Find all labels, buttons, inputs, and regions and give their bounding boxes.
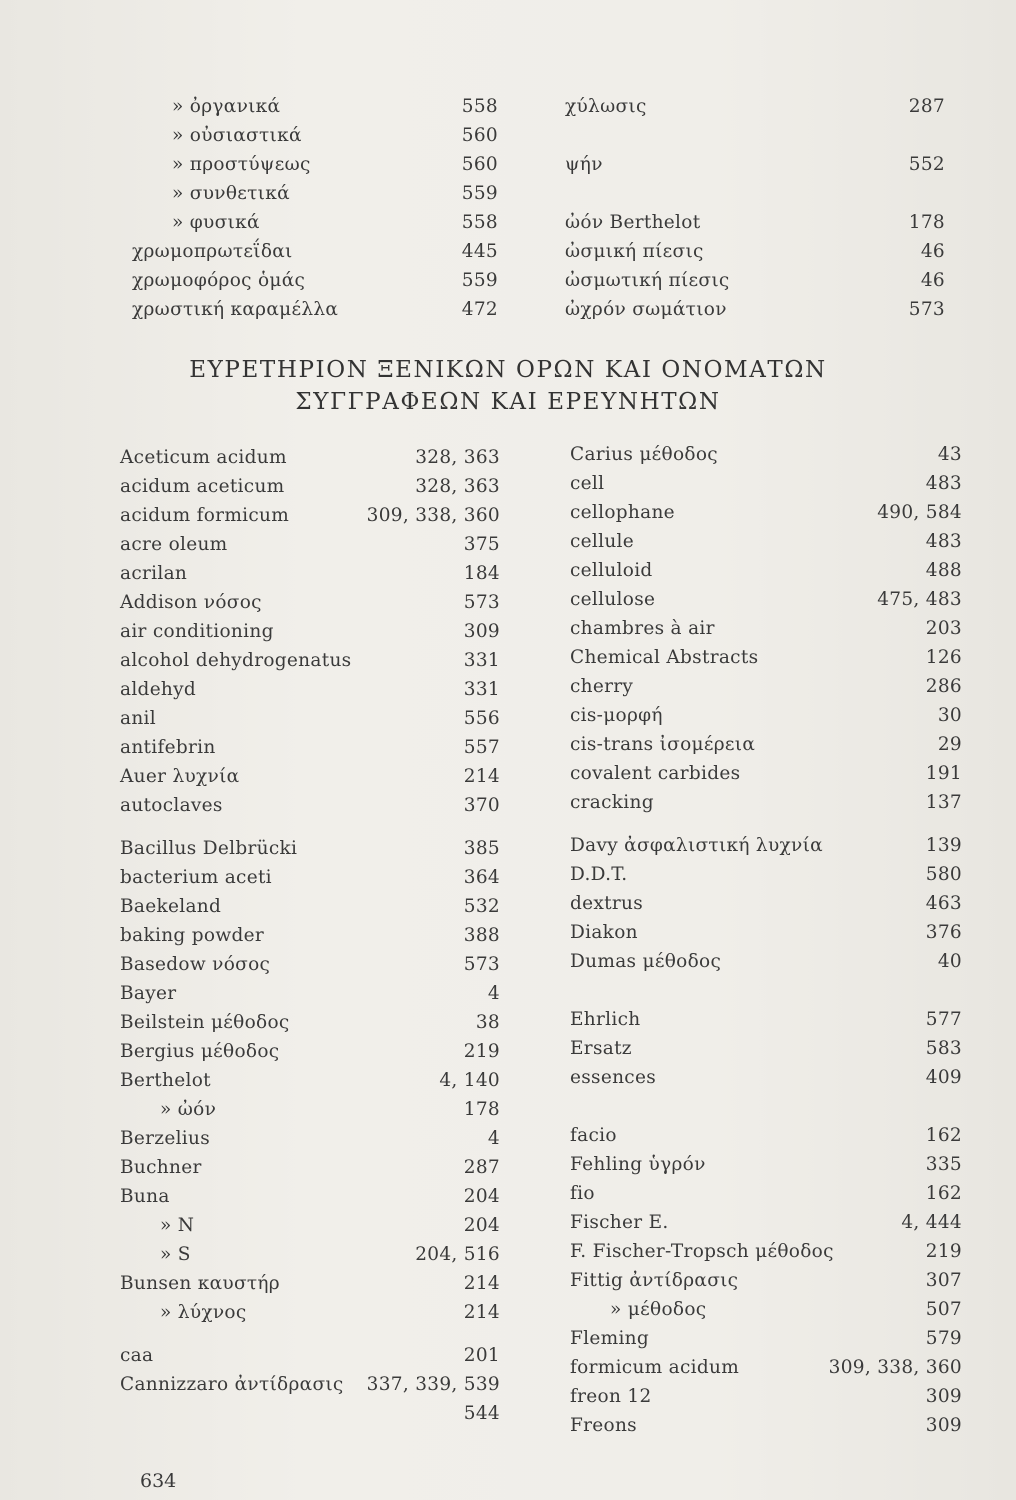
entry-page-ref: 214	[463, 766, 500, 787]
index-entry	[570, 527, 962, 556]
entry-page-ref: 557	[463, 737, 500, 758]
index-entry	[570, 672, 962, 701]
entry-page-ref: 559	[461, 270, 498, 291]
top-right-column	[565, 92, 945, 324]
index-entry	[120, 950, 500, 979]
entry-page-ref: 30	[937, 705, 962, 726]
entry-page-ref: 137	[925, 792, 962, 813]
entry-page-ref: 184	[463, 563, 500, 584]
entry-term: » προστύψεως	[172, 154, 311, 175]
index-entry	[570, 440, 962, 469]
index-entry	[565, 92, 945, 121]
entry-term: alcohol dehydrogenatus	[120, 650, 352, 671]
entry-page-ref: 335	[925, 1154, 962, 1175]
index-heading-line-2: ΣΥΓΓΡΑΦΕΩΝ ΚΑΙ ΕΡΕΥΝΗΤΩΝ	[295, 389, 721, 415]
entry-page-ref: 287	[908, 96, 945, 117]
entry-page-ref: 4, 444	[901, 1212, 962, 1233]
entry-page-ref: 573	[908, 299, 945, 320]
entry-page-ref: 309	[925, 1415, 962, 1436]
entry-page-ref: 488	[925, 560, 962, 581]
entry-term: Berzelius	[120, 1128, 211, 1149]
section-gap	[570, 817, 962, 831]
entry-term: baking powder	[120, 925, 264, 946]
entry-term: Fischer E.	[570, 1212, 669, 1233]
entry-page-ref: 178	[908, 212, 945, 233]
entry-term: Auer λυχνία	[120, 766, 240, 787]
entry-page-ref: 214	[463, 1302, 500, 1323]
entry-page-ref: 38	[475, 1012, 500, 1033]
index-entry	[570, 860, 962, 889]
index-entry	[120, 1211, 500, 1240]
index-entry	[120, 762, 500, 791]
index-entry	[120, 559, 500, 588]
entry-term: bacterium aceti	[120, 867, 272, 888]
entry-page-ref: 191	[925, 763, 962, 784]
entry-page-ref: 204, 516	[415, 1244, 500, 1265]
index-entry	[120, 1153, 500, 1182]
entry-page-ref: 309, 338, 360	[828, 1357, 962, 1378]
entry-term: χρωμοπρωτεΐδαι	[132, 241, 293, 262]
entry-page-ref: 580	[925, 864, 962, 885]
index-entry	[570, 498, 962, 527]
entry-term: Chemical Abstracts	[570, 647, 759, 668]
index-entry	[120, 501, 500, 530]
entry-term: » λύχνος	[160, 1302, 247, 1323]
entry-page-ref: 472	[461, 299, 498, 320]
entry-page-ref: 40	[937, 951, 962, 972]
index-entry	[120, 588, 500, 617]
entry-term: Addison νόσος	[120, 592, 262, 613]
entry-term: acre oleum	[120, 534, 228, 555]
entry-page-ref: 46	[920, 270, 945, 291]
entry-page-ref: 201	[463, 1345, 500, 1366]
entry-page-ref: 309	[463, 621, 500, 642]
index-entry	[570, 889, 962, 918]
entry-page-ref: 364	[463, 867, 500, 888]
index-entry	[570, 1150, 962, 1179]
index-entry	[570, 1237, 962, 1266]
index-entry	[570, 1063, 962, 1092]
entry-term: Fittig ἀντίδρασις	[570, 1270, 739, 1291]
entry-page-ref: 560	[461, 125, 498, 146]
index-entry	[120, 1298, 500, 1327]
index-entry	[120, 1341, 500, 1370]
index-entry	[132, 237, 498, 266]
index-entry	[120, 1008, 500, 1037]
entry-page-ref: 552	[908, 154, 945, 175]
entry-page-ref: 375	[463, 534, 500, 555]
entry-page-ref: 573	[463, 592, 500, 613]
entry-term: acidum aceticum	[120, 476, 285, 497]
entry-page-ref: 4	[487, 1128, 500, 1149]
entry-term: essences	[570, 1067, 657, 1088]
index-entry	[565, 295, 945, 324]
entry-page-ref: 331	[463, 679, 500, 700]
entry-term: cherry	[570, 676, 634, 697]
entry-term: ὠχρόν σωμάτιον	[565, 299, 727, 320]
entry-page-ref: 556	[463, 708, 500, 729]
index-entry	[120, 1399, 500, 1428]
index-entry	[120, 1037, 500, 1066]
entry-page-ref: 328, 363	[415, 447, 500, 468]
index-entry	[120, 617, 500, 646]
entry-term: acrilan	[120, 563, 188, 584]
index-entry	[120, 1066, 500, 1095]
index-entry	[120, 1269, 500, 1298]
entry-term: » N	[160, 1215, 195, 1236]
entry-term: chambres à air	[570, 618, 715, 639]
entry-page-ref: 29	[937, 734, 962, 755]
index-entry	[120, 791, 500, 820]
index-entry	[120, 921, 500, 950]
entry-term: facio	[570, 1125, 617, 1146]
entry-page-ref: 544	[463, 1403, 500, 1424]
index-entry	[120, 646, 500, 675]
entry-page-ref: 162	[925, 1125, 962, 1146]
index-entry	[120, 443, 500, 472]
index-entry	[120, 1095, 500, 1124]
entry-term: Dumas μέθοδος	[570, 951, 722, 972]
index-entry	[570, 1411, 962, 1440]
entry-term: Basedow νόσος	[120, 954, 271, 975]
index-entry	[132, 179, 498, 208]
entry-term: aldehyd	[120, 679, 197, 700]
entry-term: Davy ἀσφαλιστική λυχνία	[570, 835, 823, 856]
entry-term: » οὐσιαστικά	[172, 125, 302, 146]
index-entry	[120, 1182, 500, 1211]
entry-page-ref: 4, 140	[439, 1070, 500, 1091]
index-entry	[570, 469, 962, 498]
index-entry	[570, 1179, 962, 1208]
section-gap	[120, 1327, 500, 1341]
index-entry	[120, 733, 500, 762]
entry-page-ref: 337, 339, 539	[366, 1374, 500, 1395]
entry-term: χρωμοφόρος ὁμάς	[132, 270, 306, 291]
entry-page-ref: 307	[925, 1270, 962, 1291]
entry-page-ref: 490, 584	[877, 502, 962, 523]
index-entry	[132, 150, 498, 179]
index-entry	[120, 863, 500, 892]
entry-page-ref: 178	[463, 1099, 500, 1120]
entry-term: fio	[570, 1183, 595, 1204]
entry-page-ref: 560	[461, 154, 498, 175]
index-entry	[565, 121, 945, 150]
index-entry	[570, 1324, 962, 1353]
entry-page-ref: 203	[925, 618, 962, 639]
entry-page-ref: 126	[925, 647, 962, 668]
entry-term: anil	[120, 708, 156, 729]
index-entry	[120, 472, 500, 501]
index-right-column	[570, 440, 962, 1440]
index-entry	[570, 585, 962, 614]
entry-term: cellophane	[570, 502, 675, 523]
top-left-column	[132, 92, 498, 324]
index-entry	[570, 947, 962, 976]
entry-page-ref: 219	[463, 1041, 500, 1062]
page-number: 634	[140, 1470, 177, 1492]
entry-page-ref: 463	[925, 893, 962, 914]
index-entry	[132, 295, 498, 324]
entry-term: D.D.T.	[570, 864, 628, 885]
entry-term: Ehrlich	[570, 1009, 641, 1030]
entry-page-ref: 328, 363	[415, 476, 500, 497]
entry-page-ref: 385	[463, 838, 500, 859]
entry-page-ref: 376	[925, 922, 962, 943]
index-entry	[570, 1266, 962, 1295]
entry-term: χύλωσις	[565, 96, 647, 117]
entry-term: caa	[120, 1345, 154, 1366]
entry-term: Carius μέθοδος	[570, 444, 718, 465]
entry-term: Cannizzaro ἀντίδρασις	[120, 1374, 344, 1395]
entry-page-ref: 579	[925, 1328, 962, 1349]
index-entry	[570, 831, 962, 860]
index-entry	[120, 1240, 500, 1269]
entry-page-ref: 409	[925, 1067, 962, 1088]
entry-term: Fehling ὑγρόν	[570, 1154, 706, 1175]
entry-term: Aceticum acidum	[120, 447, 287, 468]
index-entry	[132, 208, 498, 237]
entry-term: F. Fischer-Tropsch μέθοδος	[570, 1241, 834, 1262]
entry-page-ref: 532	[463, 896, 500, 917]
index-entry	[570, 1121, 962, 1150]
entry-term: » S	[160, 1244, 191, 1265]
entry-term: freon 12	[570, 1386, 652, 1407]
entry-page-ref: 445	[461, 241, 498, 262]
entry-term: antifebrin	[120, 737, 216, 758]
entry-term: celluloid	[570, 560, 653, 581]
entry-term: Buna	[120, 1186, 170, 1207]
index-entry	[120, 530, 500, 559]
entry-page-ref: 558	[461, 96, 498, 117]
index-entry	[132, 121, 498, 150]
index-entry	[570, 1034, 962, 1063]
index-entry	[565, 150, 945, 179]
entry-term: ὠσμωτική πίεσις	[565, 270, 730, 291]
index-entry	[132, 92, 498, 121]
entry-term: » ὀργανικά	[172, 96, 281, 117]
entry-page-ref: 507	[925, 1299, 962, 1320]
entry-term: Bunsen καυστήρ	[120, 1273, 280, 1294]
entry-page-ref: 577	[925, 1009, 962, 1030]
entry-term: Buchner	[120, 1157, 202, 1178]
entry-term: » φυσικά	[172, 212, 260, 233]
entry-term: acidum formicum	[120, 505, 290, 526]
entry-page-ref: 286	[925, 676, 962, 697]
entry-term: ψήν	[565, 154, 603, 175]
section-gap	[120, 820, 500, 834]
entry-page-ref: 331	[463, 650, 500, 671]
index-heading-line-1: ΕΥΡΕΤΗΡΙΟΝ ΞΕΝΙΚΩΝ ΟΡΩΝ ΚΑΙ ΟΝΟΜΑΤΩΝ	[189, 357, 827, 383]
entry-term: air conditioning	[120, 621, 274, 642]
entry-page-ref: 162	[925, 1183, 962, 1204]
entry-page-ref: 573	[463, 954, 500, 975]
entry-page-ref: 483	[925, 473, 962, 494]
index-entry	[570, 701, 962, 730]
entry-page-ref: 4	[487, 983, 500, 1004]
entry-term: Ersatz	[570, 1038, 632, 1059]
index-entry	[570, 556, 962, 585]
index-entry	[570, 918, 962, 947]
index-entry	[120, 1124, 500, 1153]
index-entry	[570, 643, 962, 672]
index-entry	[120, 675, 500, 704]
entry-term: ὠόν Berthelot	[565, 212, 701, 233]
index-entry	[570, 730, 962, 759]
entry-page-ref: 204	[463, 1215, 500, 1236]
entry-term: cell	[570, 473, 605, 494]
entry-page-ref: 287	[463, 1157, 500, 1178]
entry-term: χρωστική καραμέλλα	[132, 299, 339, 320]
index-entry	[570, 1382, 962, 1411]
index-entry	[570, 976, 962, 1005]
index-entry	[120, 704, 500, 733]
index-entry	[570, 788, 962, 817]
index-entry	[120, 892, 500, 921]
index-entry	[565, 266, 945, 295]
entry-page-ref: 204	[463, 1186, 500, 1207]
index-entry	[570, 614, 962, 643]
entry-page-ref: 139	[925, 835, 962, 856]
entry-page-ref: 583	[925, 1038, 962, 1059]
entry-term: autoclaves	[120, 795, 223, 816]
index-entry	[120, 1370, 500, 1399]
entry-term: cellule	[570, 531, 635, 552]
index-entry	[570, 1005, 962, 1034]
entry-term: covalent carbides	[570, 763, 741, 784]
entry-term: cis-trans ἰσομέρεια	[570, 734, 756, 755]
entry-page-ref: 309	[925, 1386, 962, 1407]
entry-term: cracking	[570, 792, 654, 813]
entry-term: Diakon	[570, 922, 638, 943]
entry-term: » συνθετικά	[172, 183, 290, 204]
entry-term: Bayer	[120, 983, 177, 1004]
index-entry	[570, 1295, 962, 1324]
entry-term: Berthelot	[120, 1070, 211, 1091]
index-entry	[570, 1092, 962, 1121]
entry-page-ref: 388	[463, 925, 500, 946]
index-entry	[132, 266, 498, 295]
entry-page-ref: 475, 483	[877, 589, 962, 610]
index-entry	[570, 759, 962, 788]
entry-page-ref: 558	[461, 212, 498, 233]
entry-page-ref: 483	[925, 531, 962, 552]
index-entry	[565, 237, 945, 266]
entry-page-ref: 46	[920, 241, 945, 262]
entry-page-ref: 214	[463, 1273, 500, 1294]
index-entry	[570, 1353, 962, 1382]
entry-term: Fleming	[570, 1328, 650, 1349]
entry-term: » μέθοδος	[610, 1299, 707, 1320]
entry-term: Freons	[570, 1415, 637, 1436]
index-entry	[570, 1208, 962, 1237]
entry-term: cellulose	[570, 589, 656, 610]
entry-page-ref: 309, 338, 360	[366, 505, 500, 526]
entry-term: formicum acidum	[570, 1357, 740, 1378]
entry-term: Baekeland	[120, 896, 222, 917]
entry-term: » ὠόν	[160, 1099, 217, 1120]
entry-page-ref: 219	[925, 1241, 962, 1262]
index-entry	[120, 979, 500, 1008]
entry-term: Bacillus Delbrücki	[120, 838, 298, 859]
entry-page-ref: 370	[463, 795, 500, 816]
index-entry	[120, 834, 500, 863]
index-entry	[565, 208, 945, 237]
index-entry	[565, 179, 945, 208]
entry-term: ὠσμική πίεσις	[565, 241, 704, 262]
entry-term: dextrus	[570, 893, 644, 914]
entry-page-ref: 43	[937, 444, 962, 465]
entry-term: Bergius μέθοδος	[120, 1041, 280, 1062]
entry-term: Beilstein μέθοδος	[120, 1012, 290, 1033]
entry-term: cis-μορφή	[570, 705, 663, 726]
entry-page-ref: 559	[461, 183, 498, 204]
index-left-column	[120, 443, 500, 1428]
